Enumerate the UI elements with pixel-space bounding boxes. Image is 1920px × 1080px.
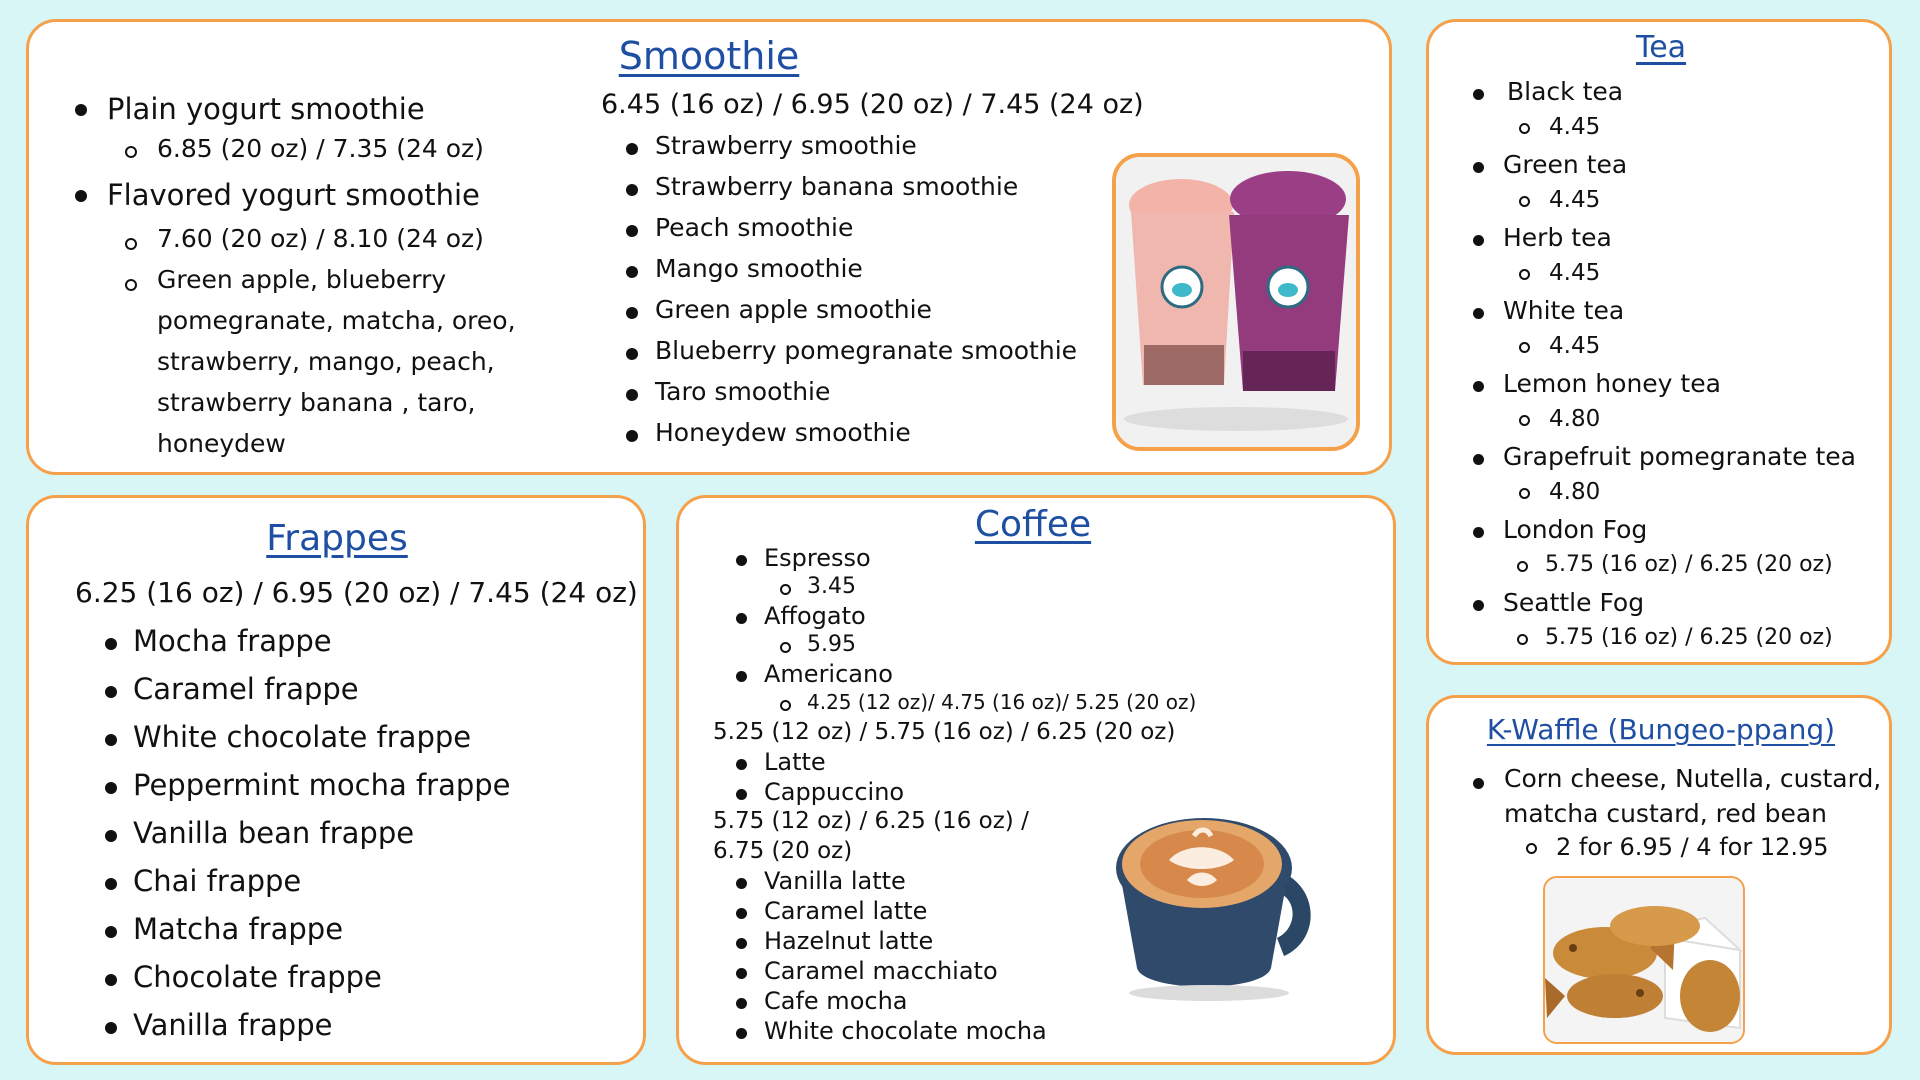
- latte-image: [1099, 798, 1319, 1008]
- bullet: [1473, 381, 1484, 392]
- tea-price: 5.75 (16 oz) / 6.25 (20 oz): [1545, 552, 1833, 577]
- sub-bullet: [780, 700, 791, 711]
- frappe-item: Mocha frappe: [133, 624, 332, 658]
- frappe-item: White chocolate frappe: [133, 720, 472, 754]
- waffle-flavors: Corn cheese, Nutella, custard,: [1504, 764, 1882, 793]
- plain-yogurt-smoothie: Plain yogurt smoothie: [107, 92, 425, 126]
- sub-bullet: [1519, 488, 1530, 499]
- bullet: [105, 782, 117, 794]
- coffee-item: Latte: [764, 748, 826, 776]
- sub-bullet: [1519, 415, 1530, 426]
- tea-price: 4.80: [1549, 406, 1601, 432]
- coffee-item: Vanilla latte: [764, 867, 906, 895]
- tea-price: 4.45: [1549, 187, 1601, 213]
- bullet: [736, 878, 747, 889]
- fish-waffle-image: [1545, 878, 1743, 1042]
- affogato: Affogato: [764, 602, 866, 630]
- tea-price: 4.80: [1549, 479, 1601, 505]
- sub-bullet: [780, 642, 791, 653]
- frappes-panel: [26, 495, 646, 1065]
- bullet: [75, 190, 87, 202]
- smoothie-item: Green apple smoothie: [655, 295, 932, 324]
- bullet: [626, 430, 638, 442]
- bullet: [75, 104, 87, 116]
- bullet: [736, 1028, 747, 1039]
- frappes-price: 6.25 (16 oz) / 6.95 (20 oz) / 7.45 (24 oz): [75, 576, 638, 609]
- sub-bullet: [1526, 843, 1537, 854]
- smoothie-item: Strawberry banana smoothie: [655, 172, 1019, 201]
- bullet: [626, 307, 638, 319]
- affogato-price: 5.95: [807, 632, 856, 657]
- bullet: [736, 789, 747, 800]
- bullet: [626, 266, 638, 278]
- flavor-line: Green apple, blueberry: [157, 265, 447, 294]
- frappe-item: Vanilla frappe: [133, 1008, 333, 1042]
- smoothie-cups-image: [1116, 157, 1356, 447]
- smoothie-photo: [1112, 153, 1360, 451]
- frappe-item: Vanilla bean frappe: [133, 816, 415, 850]
- bullet: [626, 184, 638, 196]
- frappe-item: Chocolate frappe: [133, 960, 382, 994]
- sub-bullet: [125, 238, 137, 250]
- tea-price: 4.45: [1549, 333, 1601, 359]
- americano-price: 4.25 (12 oz)/ 4.75 (16 oz)/ 5.25 (20 oz): [807, 690, 1197, 714]
- tea-panel: [1426, 19, 1892, 665]
- smoothie-panel: [26, 19, 1392, 475]
- bullet: [105, 830, 117, 842]
- tea-price: 4.45: [1549, 260, 1601, 286]
- latte-group-price: 5.25 (12 oz) / 5.75 (16 oz) / 6.25 (20 oz): [713, 719, 1176, 745]
- espresso-price: 3.45: [807, 574, 856, 599]
- tea-item: Black tea: [1507, 77, 1624, 106]
- bullet: [736, 938, 747, 949]
- frappe-item: Matcha frappe: [133, 912, 344, 946]
- tea-item: White tea: [1503, 296, 1625, 325]
- bullet: [736, 555, 747, 566]
- fruit-smoothie-price: 6.45 (16 oz) / 6.95 (20 oz) / 7.45 (24 oz): [601, 89, 1144, 120]
- flavor-line: pomegranate, matcha, oreo,: [157, 306, 516, 335]
- tea-price: 5.75 (16 oz) / 6.25 (20 oz): [1545, 625, 1833, 650]
- tea-price: 4.45: [1549, 114, 1601, 140]
- plain-yogurt-price: 6.85 (20 oz) / 7.35 (24 oz): [157, 134, 484, 163]
- sub-bullet: [780, 584, 791, 595]
- frappe-item: Peppermint mocha frappe: [133, 768, 511, 802]
- flavor-line: honeydew: [157, 429, 286, 458]
- bullet: [736, 908, 747, 919]
- coffee-item: Cappuccino: [764, 778, 905, 806]
- bullet: [736, 998, 747, 1009]
- bullet: [736, 671, 747, 682]
- kwaffle-title: K-Waffle (Bungeo-ppang): [1486, 713, 1836, 746]
- frappes-title: Frappes: [266, 518, 408, 559]
- bullet: [105, 1022, 117, 1034]
- tea-item: London Fog: [1503, 515, 1648, 544]
- bullet: [1473, 454, 1484, 465]
- bullet: [1473, 235, 1484, 246]
- tea-item: Green tea: [1503, 150, 1628, 179]
- tea-item: Lemon honey tea: [1503, 369, 1721, 398]
- bullet: [105, 974, 117, 986]
- bullet: [1473, 89, 1484, 100]
- bullet: [736, 759, 747, 770]
- sub-bullet: [125, 279, 137, 291]
- coffee-item: Cafe mocha: [764, 987, 908, 1015]
- bullet: [1473, 162, 1484, 173]
- tea-item: Herb tea: [1503, 223, 1612, 252]
- bullet: [626, 389, 638, 401]
- bullet: [105, 638, 117, 650]
- bullet: [736, 613, 747, 624]
- bullet: [1473, 600, 1484, 611]
- flavored-yogurt-smoothie: Flavored yogurt smoothie: [107, 178, 480, 212]
- coffee-item: Hazelnut latte: [764, 927, 934, 955]
- sub-bullet: [125, 146, 137, 158]
- smoothie-item: Honeydew smoothie: [655, 418, 911, 447]
- sub-bullet: [1517, 634, 1528, 645]
- waffle-flavors-cont: matcha custard, red bean: [1504, 799, 1828, 828]
- waffle-price: 2 for 6.95 / 4 for 12.95: [1556, 833, 1829, 861]
- kwaffle-photo: [1543, 876, 1745, 1044]
- smoothie-item: Mango smoothie: [655, 254, 863, 283]
- bullet: [105, 878, 117, 890]
- smoothie-item: Strawberry smoothie: [655, 131, 917, 160]
- smoothie-title: Smoothie: [618, 34, 800, 78]
- sub-bullet: [1519, 196, 1530, 207]
- tea-item: Grapefruit pomegranate tea: [1503, 442, 1857, 471]
- coffee-item: White chocolate mocha: [764, 1017, 1047, 1045]
- sub-bullet: [1517, 561, 1528, 572]
- coffee-item: Caramel macchiato: [764, 957, 998, 985]
- bullet: [1473, 308, 1484, 319]
- bullet: [626, 143, 638, 155]
- flavor-line: strawberry, mango, peach,: [157, 347, 495, 376]
- americano: Americano: [764, 660, 893, 688]
- bullet: [105, 686, 117, 698]
- frappe-item: Chai frappe: [133, 864, 302, 898]
- flavored-yogurt-price: 7.60 (20 oz) / 8.10 (24 oz): [157, 224, 484, 253]
- bullet: [1473, 527, 1484, 538]
- bullet: [105, 734, 117, 746]
- coffee-title: Coffee: [974, 504, 1092, 545]
- sub-bullet: [1519, 123, 1530, 134]
- bullet: [736, 968, 747, 979]
- smoothie-item: Taro smoothie: [655, 377, 831, 406]
- smoothie-item: Blueberry pomegranate smoothie: [655, 336, 1078, 365]
- flavored-latte-price-cont: 6.75 (20 oz): [713, 838, 853, 864]
- bullet: [626, 348, 638, 360]
- espresso: Espresso: [764, 544, 871, 572]
- sub-bullet: [1519, 342, 1530, 353]
- tea-item: Seattle Fog: [1503, 588, 1645, 617]
- coffee-panel: [676, 495, 1396, 1065]
- sub-bullet: [1519, 269, 1530, 280]
- coffee-item: Caramel latte: [764, 897, 928, 925]
- flavored-latte-price: 5.75 (12 oz) / 6.25 (16 oz) /: [713, 808, 1029, 834]
- frappe-item: Caramel frappe: [133, 672, 359, 706]
- smoothie-item: Peach smoothie: [655, 213, 854, 242]
- bullet: [1473, 778, 1484, 789]
- bullet: [626, 225, 638, 237]
- kwaffle-panel: [1426, 695, 1892, 1055]
- bullet: [105, 926, 117, 938]
- tea-title: Tea: [1635, 30, 1687, 65]
- flavor-line: strawberry banana , taro,: [157, 388, 476, 417]
